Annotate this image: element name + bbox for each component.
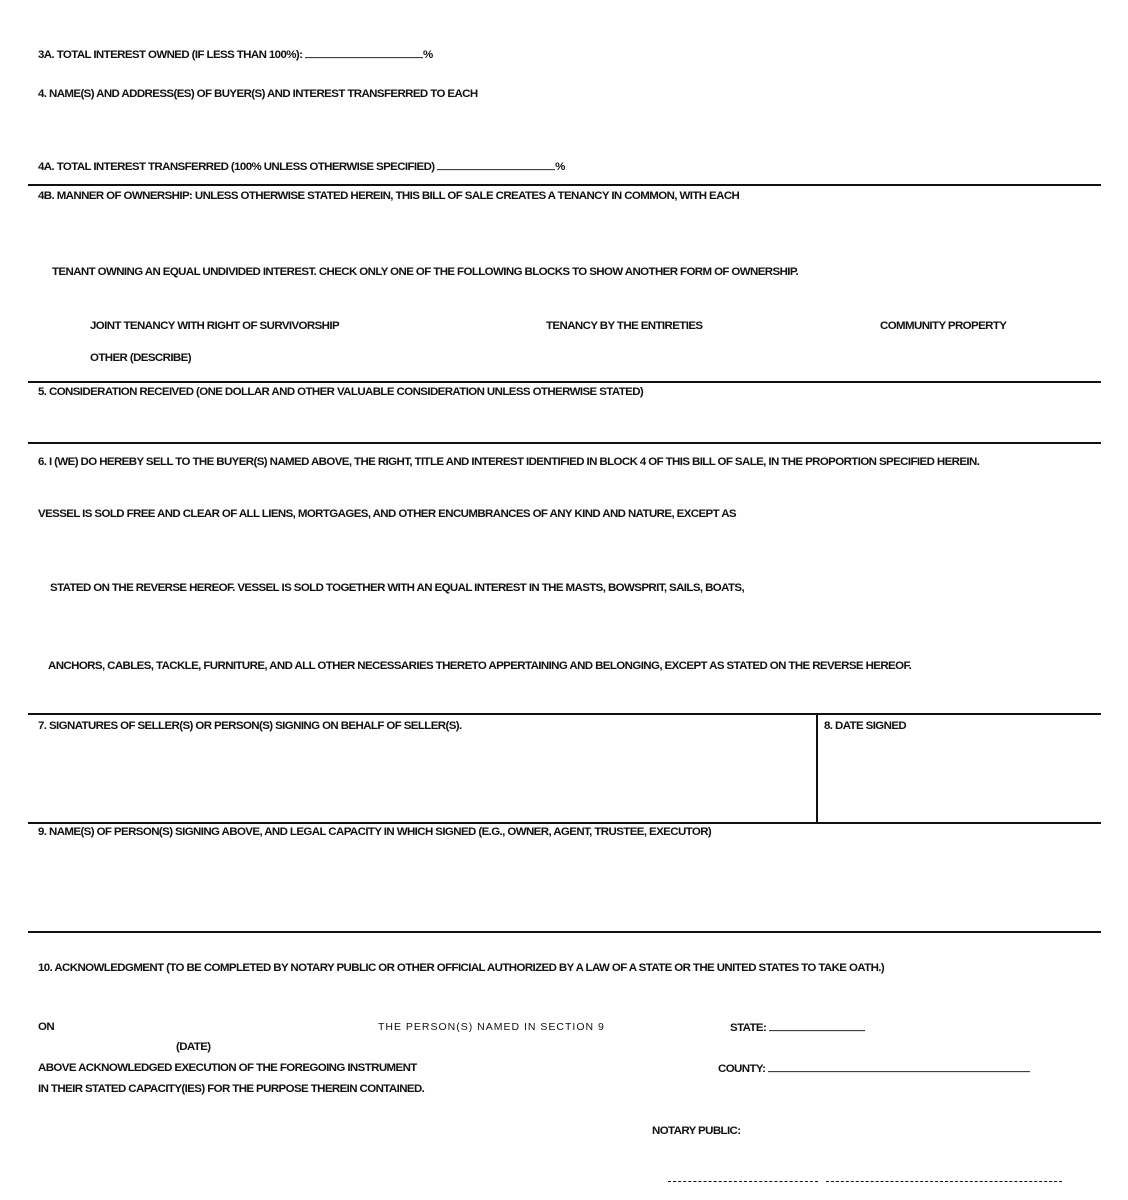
divider bbox=[28, 713, 1101, 715]
total-interest-owned-label: 3A. TOTAL INTEREST OWNED (IF LESS THAN 100%): % bbox=[38, 49, 433, 61]
notary-signature-line[interactable] bbox=[668, 1181, 818, 1182]
option-tenancy-entireties[interactable]: TENANCY BY THE ENTIRETIES bbox=[546, 320, 703, 332]
divider bbox=[28, 822, 1101, 824]
manner-of-ownership-label: 4B. MANNER OF OWNERSHIP: UNLESS OTHERWISE STATED HEREIN, THIS BILL OF SALE CREATES A TENANCY IN COMMON, WITH EACH bbox=[38, 190, 740, 202]
column-divider bbox=[816, 714, 818, 822]
sale-statement-line-3: STATED ON THE REVERSE HEREOF. VESSEL IS SOLD TOGETHER WITH AN EQUAL INTEREST IN THE MASTS, BOWSPRIT, SAILS, BOATS, bbox=[50, 582, 745, 594]
date-signed-field[interactable] bbox=[822, 740, 1098, 818]
total-interest-transferred-field[interactable] bbox=[437, 160, 555, 170]
option-joint-tenancy[interactable]: JOINT TENANCY WITH RIGHT OF SURVIVORSHIP bbox=[90, 320, 340, 332]
ack-capacity-label: IN THEIR STATED CAPACITY(IES) FOR THE PURPOSE THEREIN CONTAINED. bbox=[38, 1083, 425, 1095]
total-interest-owned-field[interactable] bbox=[305, 48, 423, 58]
ack-county-label: COUNTY: bbox=[718, 1062, 1030, 1077]
signers-capacity-label: 9. NAME(S) OF PERSON(S) SIGNING ABOVE, AND LEGAL CAPACITY IN WHICH SIGNED (E.G., OWNER, AGENT, TRUSTEE, EXECUTOR) bbox=[38, 826, 712, 838]
sale-statement-line-2: VESSEL IS SOLD FREE AND CLEAR OF ALL LIENS, MORTGAGES, AND OTHER ENCUMBRANCES OF ANY KIND AND NATURE, EXCEPT AS bbox=[38, 508, 736, 520]
seller-signatures-label: 7. SIGNATURES OF SELLER(S) OR PERSON(S) SIGNING ON BEHALF OF SELLER(S). bbox=[38, 720, 462, 732]
ack-state-field[interactable] bbox=[769, 1021, 865, 1031]
divider bbox=[28, 381, 1101, 383]
sale-statement-label: 6. I (WE) DO HEREBY SELL TO THE BUYER(S) NAMED ABOVE, THE RIGHT, TITLE AND INTEREST IDENTIFIED IN BLOCK 4 OF THIS BILL OF SALE, IN THE PROPORTION SPECIFIED HEREIN. bbox=[38, 456, 980, 468]
ack-above-label: ABOVE ACKNOWLEDGED EXECUTION OF THE FOREGOING INSTRUMENT bbox=[38, 1062, 417, 1074]
divider bbox=[28, 442, 1101, 444]
date-signed-label: 8. DATE SIGNED bbox=[824, 720, 907, 732]
option-other[interactable]: OTHER (DESCRIBE) bbox=[90, 352, 191, 364]
buyers-names-label: 4. NAME(S) AND ADDRESS(ES) OF BUYER(S) AND INTEREST TRANSFERRED TO EACH bbox=[38, 88, 478, 100]
acknowledgment-label: 10. ACKNOWLEDGMENT (TO BE COMPLETED BY NOTARY PUBLIC OR OTHER OFFICIAL AUTHORIZED BY A LAW OF A STATE OR THE UNITED STATES TO TAKE OATH.) bbox=[38, 962, 885, 974]
option-community-property[interactable]: COMMUNITY PROPERTY bbox=[880, 320, 1007, 332]
ack-on-label: ON bbox=[38, 1021, 55, 1033]
ack-state-label: STATE: bbox=[730, 1021, 865, 1036]
ack-county-field[interactable] bbox=[768, 1062, 1030, 1072]
signers-capacity-field[interactable] bbox=[30, 846, 1098, 926]
divider bbox=[28, 184, 1101, 186]
ack-persons-label: THE PERSON(S) NAMED IN SECTION 9 bbox=[378, 1021, 605, 1033]
total-interest-transferred-label: 4A. TOTAL INTEREST TRANSFERRED (100% UNLESS OTHERWISE SPECIFIED) % bbox=[38, 161, 565, 173]
divider bbox=[28, 931, 1101, 933]
consideration-label: 5. CONSIDERATION RECEIVED (ONE DOLLAR AND OTHER VALUABLE CONSIDERATION UNLESS OTHERWISE STATED) bbox=[38, 386, 644, 398]
ack-date-label: (DATE) bbox=[176, 1041, 211, 1053]
seller-signature-area[interactable] bbox=[30, 740, 810, 818]
manner-of-ownership-text: TENANT OWNING AN EQUAL UNDIVIDED INTEREST. CHECK ONLY ONE OF THE FOLLOWING BLOCKS TO SHOW ANOTHER FORM OF OWNERSHIP. bbox=[52, 266, 799, 278]
notary-seal-line[interactable] bbox=[826, 1181, 1062, 1182]
sale-statement-line-4: ANCHORS, CABLES, TACKLE, FURNITURE, AND ALL OTHER NECESSARIES THERETO APPERTAINING AND BELONGING, EXCEPT AS STATED ON THE REVERSE HEREOF. bbox=[48, 660, 912, 672]
notary-public-label: NOTARY PUBLIC: bbox=[652, 1125, 741, 1137]
